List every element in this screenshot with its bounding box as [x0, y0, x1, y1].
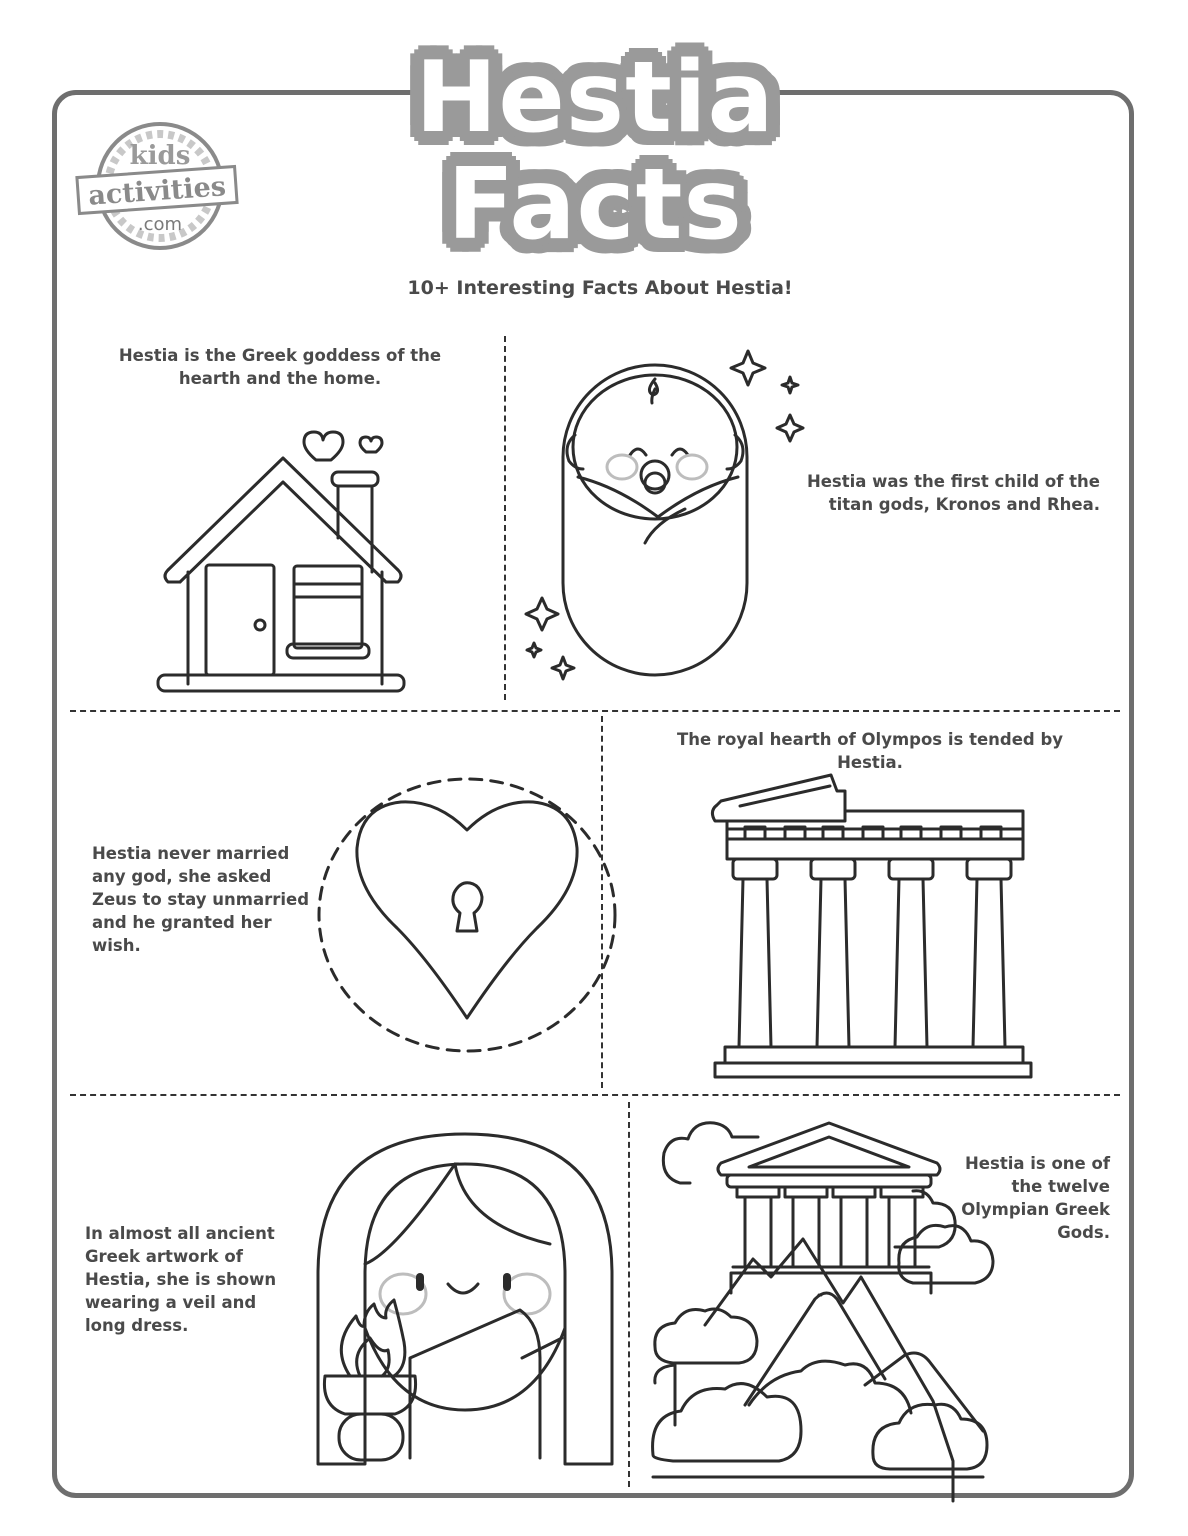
divider-horizontal-1	[70, 710, 1120, 712]
logo-com: .com	[137, 214, 183, 235]
fact-text-twelve-olympians: Hestia is one of the twelve Olympian Greek Gods.	[961, 1154, 1110, 1242]
divider-vertical-3	[628, 1102, 630, 1487]
title-block	[395, 30, 795, 265]
fact-text-never-married: Hestia never married any god, she asked Zeus to stay unmarried and he granted her wish.	[92, 844, 310, 955]
page-title-line-1: Hestia	[415, 41, 775, 155]
fact-text-royal-hearth: The royal hearth of Olympos is tended by Hestia.	[676, 730, 1064, 772]
page-subtitle: 10+ Interesting Facts About Hestia!	[407, 277, 793, 299]
house-icon	[150, 400, 420, 700]
hestia-figure-icon	[315, 1128, 615, 1468]
divider-vertical-1	[504, 336, 506, 700]
kids-activities-logo	[72, 118, 242, 258]
page-title-line-2: Facts	[447, 148, 743, 262]
swaddled-baby-icon	[520, 345, 820, 695]
logo-activities: activities	[87, 171, 227, 212]
heart-lock-icon	[315, 775, 625, 1060]
fact-text-veil-dress: In almost all ancient Greek artwork of Hestia, she is shown wearing a veil and long dress.	[85, 1224, 277, 1335]
greek-temple-icon	[705, 775, 1035, 1080]
fact-text-hearth: Hestia is the Greek goddess of the hearth and the home.	[118, 346, 442, 388]
divider-horizontal-2	[70, 1094, 1120, 1096]
fact-text-first-child: Hestia was the first child of the titan gods, Kronos and Rhea.	[806, 472, 1100, 514]
logo-kids: kids	[129, 141, 191, 171]
